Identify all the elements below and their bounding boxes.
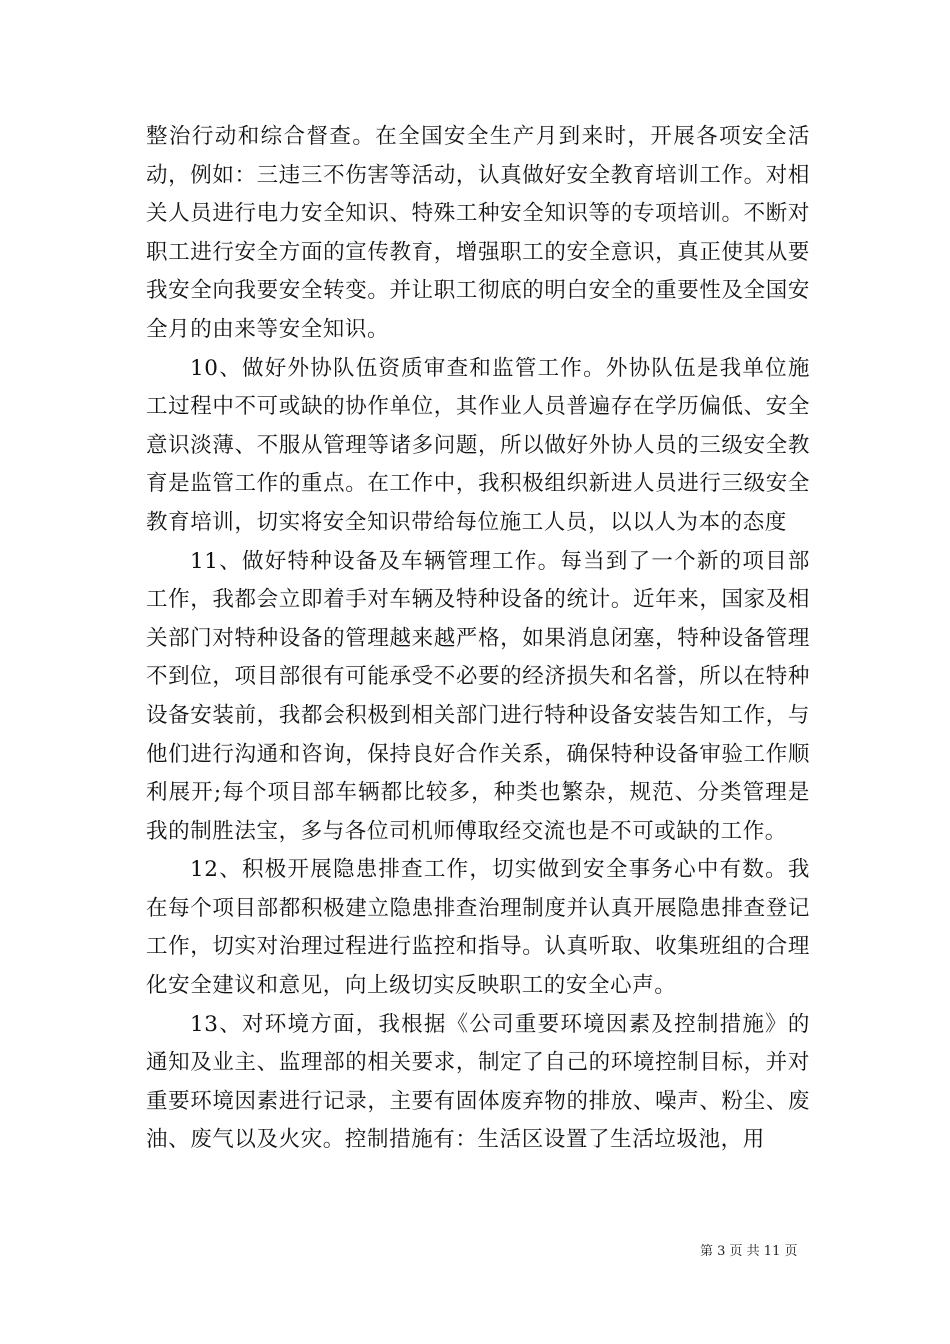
page-number-footer: 第 3 页 共 11 页 <box>700 1244 798 1259</box>
paragraph-continuation: 整治行动和综合督查。在全国安全生产月到来时，开展各项安全活动，例如：三违三不伤害等活动，认真做好安全教育培训工作。对相关人员进行电力安全知识、特殊工种安全知识等的专项培训。不断对职工进行安全方面的宣传教育，增强职工的安全意识，真正使其从要我安全向我要安全转变。并让职工彻底的明白安全的重要性及全国安全月的由来等安全知识。 <box>146 124 810 342</box>
document-body <box>146 118 810 1160</box>
paragraph-item-12: 12、积极开展隐患排查工作，切实做到安全事务心中有数。我在每个项目部都积极建立隐患排查治理制度并认真开展隐患排查登记工作，切实对治理过程进行监控和指导。认真听取、收集班组的合理化安全建议和意见，向上级切实反映职工的安全心声。 <box>146 857 810 999</box>
paragraph-item-10: 10、做好外协队伍资质审查和监管工作。外协队伍是我单位施工过程中不可或缺的协作单位，其作业人员普遍存在学历偏低、安全意识淡薄、不服从管理等诸多问题，所以做好外协人员的三级安全教育是监管工作的重点。在工作中，我积极组织新进人员进行三级安全教育培训，切实将安全知识带给每位施工人员，以以人为本的态度 <box>146 355 810 535</box>
paragraph-item-13: 13、对环境方面，我根据《公司重要环境因素及控制措施》的通知及业主、监理部的相关要求，制定了自己的环境控制目标，并对重要环境因素进行记录，主要有固体废弃物的排放、噪声、粉尘、废油、废气以及火灾。控制措施有：生活区设置了生活垃圾池，用 <box>146 1011 810 1153</box>
paragraph-item-11: 11、做好特种设备及车辆管理工作。每当到了一个新的项目部工作，我都会立即着手对车辆及特种设备的统计。近年来，国家及相关部门对特种设备的管理越来越严格，如果消息闭塞，特种设备管理不到位，项目部很有可能承受不必要的经济损失和名誉，所以在特种设备安装前，我都会积极到相关部门进行特种设备安装告知工作，与他们进行沟通和咨询，保持良好合作关系，确保特种设备审验工作顺利展开;每个项目部车辆都比较多，种类也繁杂，规范、分类管理是我的制胜法宝，多与各位司机师傅取经交流也是不可或缺的工作。 <box>146 548 810 844</box>
